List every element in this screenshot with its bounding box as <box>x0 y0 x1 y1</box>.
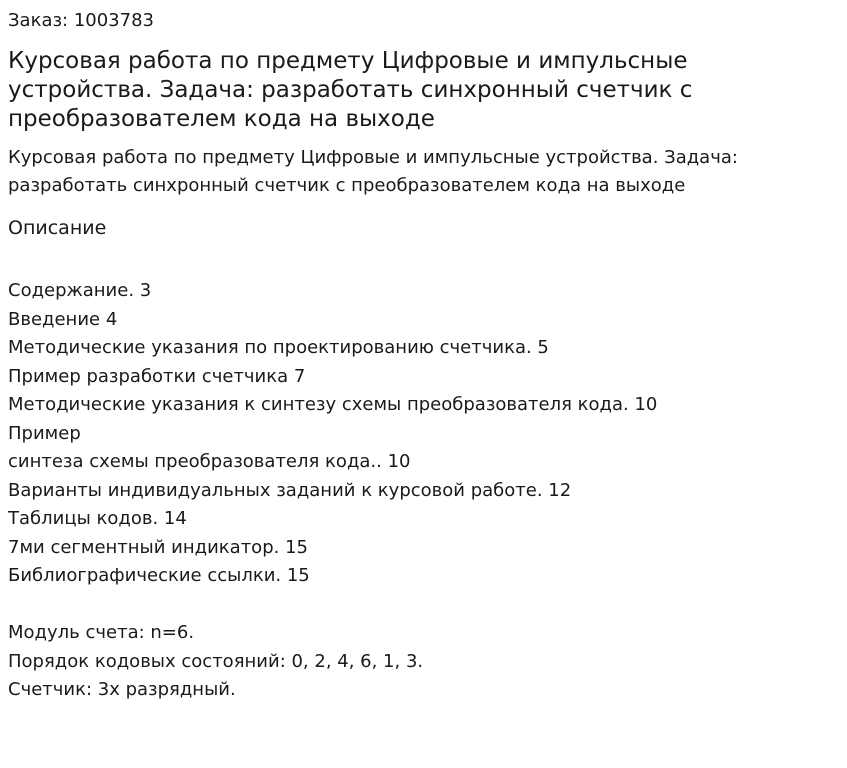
description-line: Методические указания к синтезу схемы преобразователя кода. 10 <box>8 394 658 415</box>
description-line: Пример <box>8 422 81 444</box>
description-line: Методические указания по проектированию счетчика. 5 <box>8 337 549 358</box>
summary-text: Курсовая работа по предмету Цифровые и импульсные устройства. Задача: разработать синхронный счетчик с преобразователем кода на выходе <box>8 147 738 196</box>
description-line: Модуль счета: n=6. <box>8 622 195 643</box>
description-list <box>8 277 657 705</box>
description-line: Варианты индивидуальных заданий к курсовой работе. 12 <box>8 479 572 501</box>
description-line: Счетчик: 3х разрядный. <box>8 679 236 700</box>
description-line: Таблицы кодов. 14 <box>8 508 187 529</box>
description-line: 7ми сегментный индикатор. 15 <box>8 536 308 558</box>
description-heading: Описание <box>8 217 107 239</box>
description-line: Пример разработки счетчика 7 <box>8 365 306 387</box>
page-title: Курсовая работа по предмету Цифровые и импульсные устройства. Задача: разработать синхронный счетчик с преобразователем кода на выходе <box>8 48 693 132</box>
description-line: Введение 4 <box>8 308 118 330</box>
description-line: синтеза схемы преобразователя кода.. 10 <box>8 451 411 472</box>
description-line: Содержание. 3 <box>8 280 152 301</box>
blank-line <box>8 591 657 620</box>
description-line: Порядок кодовых состояний: 0, 2, 4, 6, 1, 3. <box>8 650 424 672</box>
description-line: Библиографические ссылки. 15 <box>8 565 310 586</box>
order-number: Заказ: 1003783 <box>8 10 154 31</box>
